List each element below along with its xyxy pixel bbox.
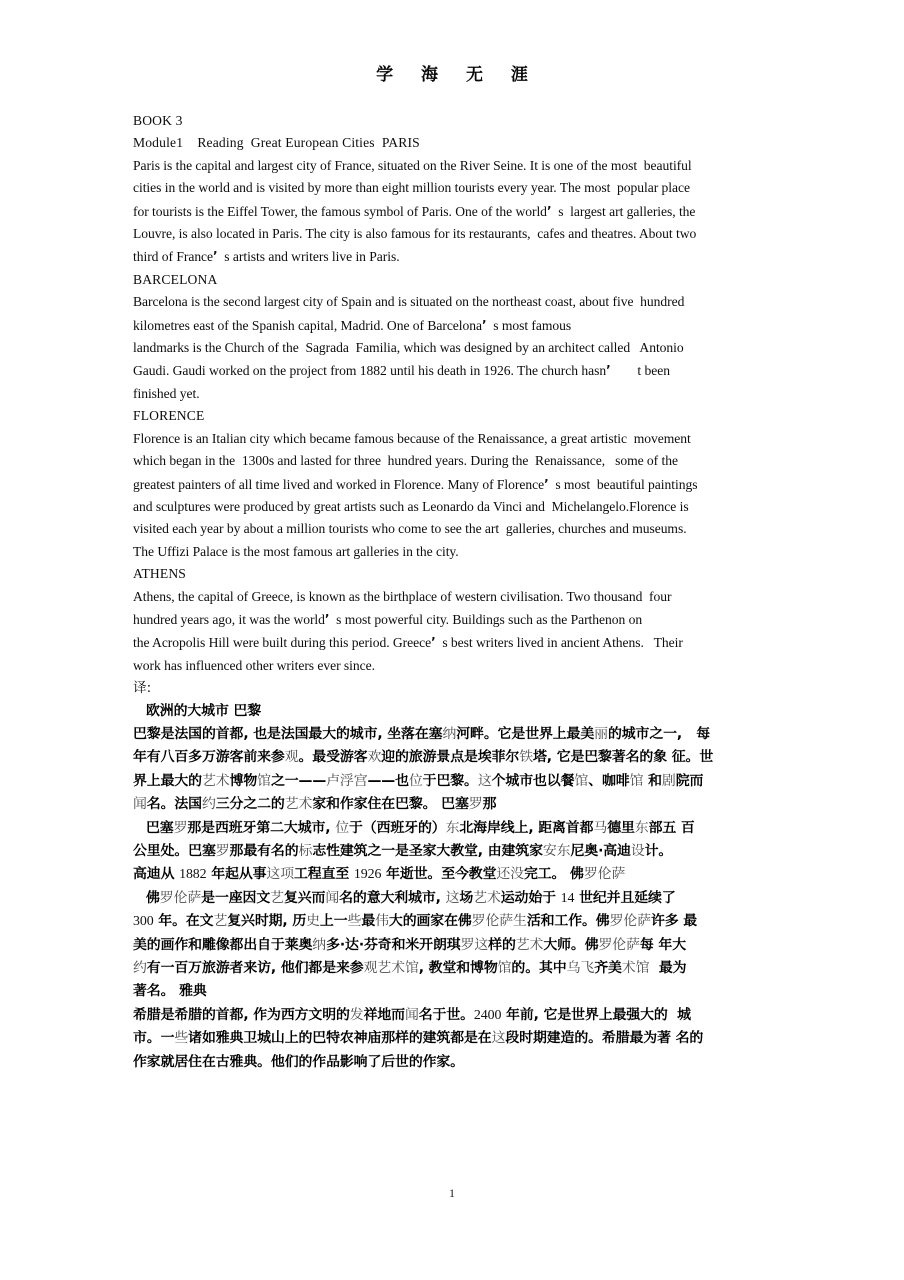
translation-line: 巴塞罗那是西班牙第二大城市, 位于（西班牙的）东北海岸线上, 距离首都马德里东部五 百 [146, 819, 695, 836]
apostrophe-glyph: ’ [482, 317, 487, 332]
paragraph-line: hundred years ago, it was the world’ s most powerful city. Buildings such as the Parthenon on [133, 611, 643, 627]
paragraph-line: which began in the 1300s and lasted for three hundred years. During the Renaissance, some of the [133, 453, 678, 469]
translation-line: 年有八百多万游客前来参观。最受游客欢迎的旅游景点是埃菲尔铁塔, 它是巴黎著名的象 征。世 [133, 749, 714, 766]
translation-line: 佛罗伦萨是一座因文艺复兴而闻名的意大利城市, 这场艺术运动始于 14 世纪并且延续了 [146, 889, 676, 906]
paragraph-line: Louvre, is also located in Paris. The city is also famous for its restaurants, cafes and theatres. About two [133, 226, 697, 242]
paragraph-line: kilometres east of the Spanish capital, Madrid. One of Barcelona’ s most famous [133, 317, 572, 333]
paragraph-line: Barcelona is the second largest city of Spain and is situated on the northeast coast, about five hundred [133, 294, 685, 310]
book-label: BOOK 3 [133, 113, 183, 128]
section-heading-athens: ATHENS [133, 566, 187, 582]
paragraph-line: the Acropolis Hill were built during this period. Greece’ s best writers lived in ancient Athens. Their [133, 635, 683, 651]
translation-label: 译: [133, 680, 152, 697]
apostrophe-glyph: ’ [544, 476, 549, 491]
translation-line: 约有一百万旅游者来访, 他们都是来参观艺术馆, 教堂和博物馆的。其中乌飞齐美术馆 最为 [133, 960, 687, 977]
translation-line: 高迪从 1882 年起从事这项工程直至 1926 年逝世。至今教堂还没完工。 佛罗伦萨 [133, 866, 626, 883]
paragraph-line: visited each year by about a million tourists who come to see the art galleries, churches and museums. [133, 521, 687, 537]
page-header: 学 海 无 涯 [376, 65, 539, 85]
translation-heading: 欧洲的大城市 巴黎 [146, 702, 262, 719]
paragraph-line: and sculptures were produced by great artists such as Leonardo da Vinci and Michelangelo.Florence is [133, 498, 689, 514]
paragraph-line: cities in the world and is visited by more than eight million tourists every year. The most popular place [133, 180, 690, 196]
translation-line: 巴黎是法国的首都, 也是法国最大的城市, 坐落在塞纳河畔。它是世界上最美丽的城市之一, 每 [133, 725, 711, 742]
translation-line: 界上最大的艺术博物馆之一——卢浮宫——也位于巴黎。这个城市也以餐馆、咖啡馆 和剧院而 [133, 772, 704, 789]
paragraph-line: Paris is the capital and largest city of France, situated on the River Seine. It is one of the most beautiful [133, 157, 692, 173]
paragraph-line: third of France’ s artists and writers live in Paris. [133, 249, 400, 265]
translation-line: 希腊是希腊的首都, 作为西方文明的发祥地而闻名于世。2400 年前, 它是世界上最强大的 城 [133, 1006, 691, 1023]
translation-line: 闻名。法国约三分之二的艺术家和作家住在巴黎。 巴塞罗那 [133, 796, 497, 813]
apostrophe-glyph: ’ [431, 635, 436, 650]
paragraph-line: finished yet. [133, 385, 200, 401]
translation-line: 著名。 雅典 [133, 983, 207, 1000]
apostrophe-glyph: ’ [213, 249, 218, 264]
paragraph-line: landmarks is the Church of the Sagrada Familia, which was designed by an architect called Antonio [133, 340, 684, 356]
translation-line: 市。一些诸如雅典卫城山上的巴特农神庙那样的建筑都是在这段时期建造的。希腊最为著 名的 [133, 1030, 704, 1047]
paragraph-line: Athens, the capital of Greece, is known as the birthplace of western civilisation. Two thousand four [133, 588, 672, 604]
section-heading-barcelona: BARCELONA [133, 271, 218, 287]
section-heading-florence: FLORENCE [133, 408, 205, 424]
paragraph-line: Florence is an Italian city which became famous because of the Renaissance, a great artistic movement [133, 430, 691, 446]
paragraph-line: The Uffizi Palace is the most famous art galleries in the city. [133, 543, 459, 559]
apostrophe-glyph: ’ [606, 363, 611, 378]
apostrophe-glyph: ’ [324, 611, 330, 626]
translation-line: 作家就居住在古雅典。他们的作品影响了后世的作家。 [133, 1053, 464, 1070]
paragraph-line: greatest painters of all time lived and worked in Florence. Many of Florence’ s most beautiful paintings [133, 476, 698, 492]
paragraph-line: work has influenced other writers ever since. [133, 657, 375, 673]
document-body [133, 110, 783, 1074]
apostrophe-glyph: ’ [546, 203, 552, 218]
paragraph-line: for tourists is the Eiffel Tower, the famous symbol of Paris. One of the world’ s largest art galleries, the [133, 203, 696, 219]
module-line: Module1 Reading Great European Cities PARIS [133, 135, 420, 151]
translation-line: 300 年。在文艺复兴时期, 历史上一些最伟大的画家在佛罗伦萨生活和工作。佛罗伦萨许多 最 [133, 913, 698, 930]
translation-line: 美的画作和雕像都出自于莱奥纳多·达·芬奇和米开朗琪罗这样的艺术大师。佛罗伦萨每 年大 [133, 936, 686, 953]
translation-line: 公里处。巴塞罗那最有名的标志性建筑之一是圣家大教堂, 由建筑家安东尼奥·高迪设计。 [133, 843, 673, 859]
page-number: 1 [449, 1186, 455, 1200]
paragraph-line: Gaudi. Gaudi worked on the project from 1882 until his death in 1926. The church hasn’ t been [133, 363, 670, 379]
